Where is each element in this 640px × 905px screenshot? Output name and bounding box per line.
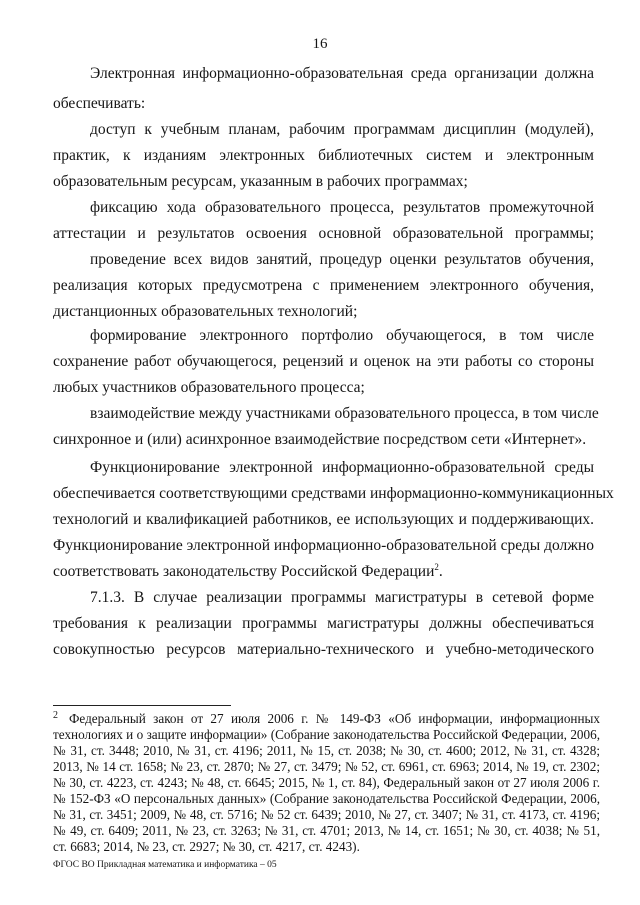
body-line-9: реализация которых предусмотрена с применением электронного обучения, [53,277,594,294]
footnote-divider [53,705,231,706]
body-line-20: соответствовать законодательству Российской Федерации$^2$. [53,561,443,580]
body-line-7: аттестации и результатов освоения основной образовательной программы; [53,225,594,242]
footnote-ref: 2 [434,561,439,572]
body-line-12: сохранение работ обучающегося, рецензий и оценок на эти работы со стороны [53,353,594,370]
body-line-1: Электронная информационно-образовательная среда организации должна [90,65,594,82]
footnote-line-1-text: Федеральный закон от 27 июля 2006 г. № 149-ФЗ «Об информации, информационных [69,711,600,726]
body-line-3: доступ к учебным планам, рабочим программам дисциплин (модулей), [90,121,594,138]
footnote-line-3: № 31, ст. 3448; 2010, № 31, ст. 4196; 2011, № 15, ст. 2038; № 30, ст. 4600; 2012, № 31, ст. 4328; [53,743,600,758]
body-line-6: фиксацию хода образовательного процесса, результатов промежуточной [90,199,594,216]
body-line-14: взаимодействие между участниками образовательного процесса, в том числе [90,405,599,422]
body-line-13: любых участников образовательного процесса; [53,379,365,396]
body-line-22: требования к реализации программы магистратуры должны обеспечиваться [53,615,594,632]
footnote-line-2: технологиях и о защите информации» (Собрание законодательства Российской Федерации, 2006, [53,727,600,742]
footnote-line-4: 2013, № 14 ст. 1658; № 23, ст. 2870; № 27, ст. 3479; № 52, ст. 6961, ст. 6963; 2014, № 19, ст. 2302; [53,759,600,774]
body-line-15: синхронное и (или) асинхронное взаимодействие посредством сети «Интернет». [53,431,587,448]
footnote-line-1 [53,711,600,727]
body-line-2: обеспечивать: [53,95,146,112]
footnote-line-5: № 30, ст. 4223, ст. 4243; № 48, ст. 6645; 2015, № 1, ст. 84), Федеральный закон от 27 июля 2006 г. [53,775,600,790]
body-line-16: Функционирование электронной информационно-образовательной среды [90,459,594,476]
body-line-5: образовательным ресурсам, указанным в рабочих программах; [53,173,468,190]
footnote-line-6: № 152-ФЗ «О персональных данных» (Собрание законодательства Российской Федерации, 2006, [53,791,600,806]
body-line-4: практик, к изданиям электронных библиотечных систем и электронным [53,147,594,164]
page-number: 16 [312,36,328,52]
body-line-11: формирование электронного портфолио обучающегося, в том числе [90,327,594,344]
body-line-20-text: соответствовать законодательству Российской Федерации [53,563,435,580]
body-line-17: обеспечивается соответствующими средствами информационно-коммуникационных [53,485,614,502]
body-line-8: проведение всех видов занятий, процедур оценки результатов обучения, [90,251,594,268]
footnote-line-9: ст. 6683; 2014, № 23, ст. 2927; № 30, ст. 4217, ст. 4243). [53,839,360,854]
footnote-line-7: № 31, ст. 3451; 2009, № 48, ст. 5716; № 52 ст. 6439; 2010, № 27, ст. 3407; № 31, ст. 4173, ст. 4196; [53,807,600,822]
body-line-23: совокупностью ресурсов материально-технического и учебно-методического [53,641,594,658]
body-line-19: Функционирование электронной информационно-образовательной среды должно [53,537,594,554]
body-line-18: технологий и квалификацией работников, ее использующих и поддерживающих. [53,511,594,528]
footnote-marker: 2 [53,710,58,721]
body-line-10: дистанционных образовательных технологий; [53,303,358,320]
page-footer: ФГОС ВО Прикладная математика и информатика – 05 [53,860,277,870]
footnote-line-8: № 49, ст. 6409; 2011, № 23, ст. 3263; № 31, ст. 4701; 2013, № 14, ст. 1651; № 30, ст. 4038; № 51, [53,823,600,838]
body-line-21: 7.1.3. В случае реализации программы магистратуры в сетевой форме [90,589,594,606]
